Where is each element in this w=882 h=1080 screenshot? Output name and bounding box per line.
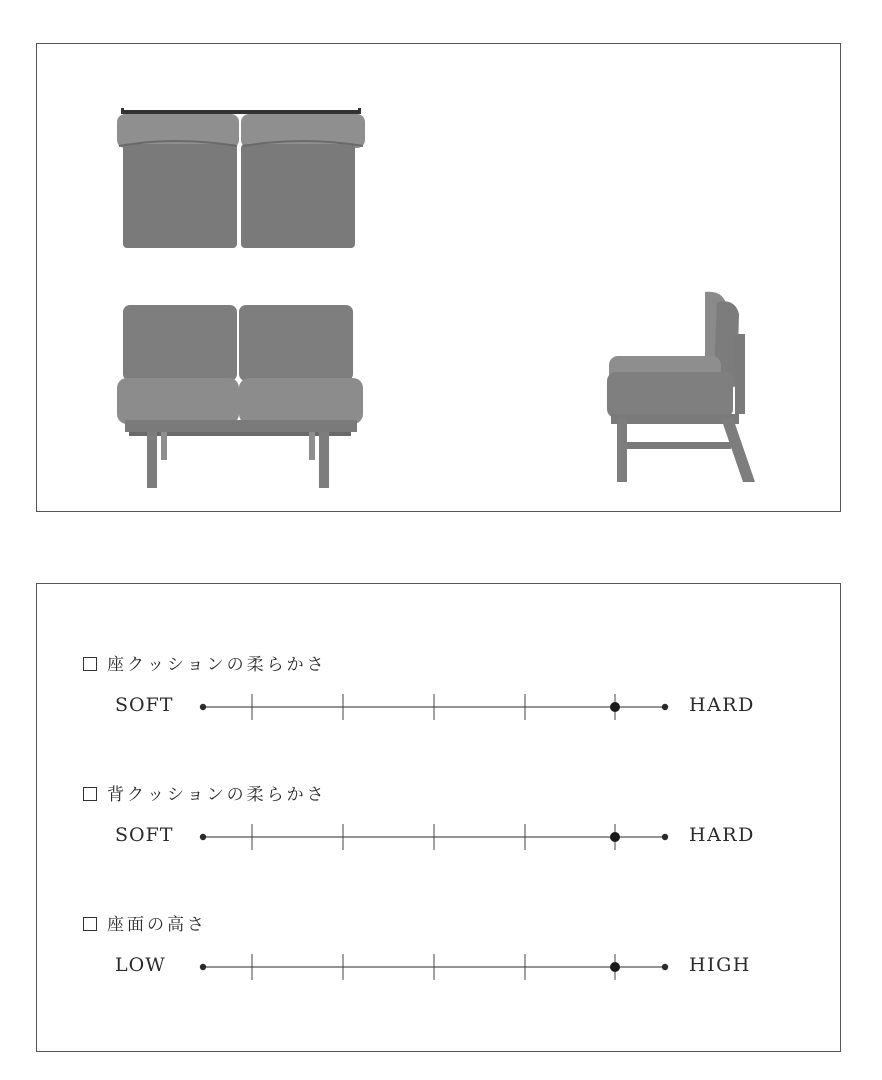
scale-end-dot [662, 704, 668, 710]
scale-line [197, 822, 677, 852]
firmness-scales-panel [36, 583, 841, 1052]
scale-left-label: LOW [115, 954, 166, 976]
sofa-side-view-image [605, 286, 765, 486]
scale-title [83, 650, 327, 675]
scale-value-marker [610, 962, 620, 972]
checkbox-icon [83, 657, 97, 671]
scale-title-text: 座面の高さ [107, 915, 207, 935]
scale-end-dot [662, 834, 668, 840]
scale-title-text: 座クッションの柔らかさ [107, 655, 327, 675]
sofa-top-view-image [115, 106, 367, 252]
scale-left-label: SOFT [115, 824, 174, 846]
scale-end-dot [662, 964, 668, 970]
scale-start-dot [200, 704, 206, 710]
scale-start-dot [200, 964, 206, 970]
scale-title [83, 910, 207, 935]
scale-title [83, 780, 327, 805]
scale-title-text: 背クッションの柔らかさ [107, 785, 327, 805]
back-cushion-softness-scale [37, 780, 842, 860]
seat-height-scale [37, 910, 842, 990]
scale-line [197, 692, 677, 722]
scale-value-marker [610, 832, 620, 842]
scale-right-label: HIGH [689, 954, 751, 976]
checkbox-icon [83, 787, 97, 801]
scale-left-label: SOFT [115, 694, 174, 716]
scale-right-label: HARD [689, 694, 755, 716]
product-views-panel [36, 43, 841, 512]
scale-line [197, 952, 677, 982]
sofa-front-view-image [115, 302, 367, 492]
checkbox-icon [83, 917, 97, 931]
scale-right-label: HARD [689, 824, 755, 846]
scale-value-marker [610, 702, 620, 712]
seat-cushion-softness-scale [37, 650, 842, 730]
scale-start-dot [200, 834, 206, 840]
